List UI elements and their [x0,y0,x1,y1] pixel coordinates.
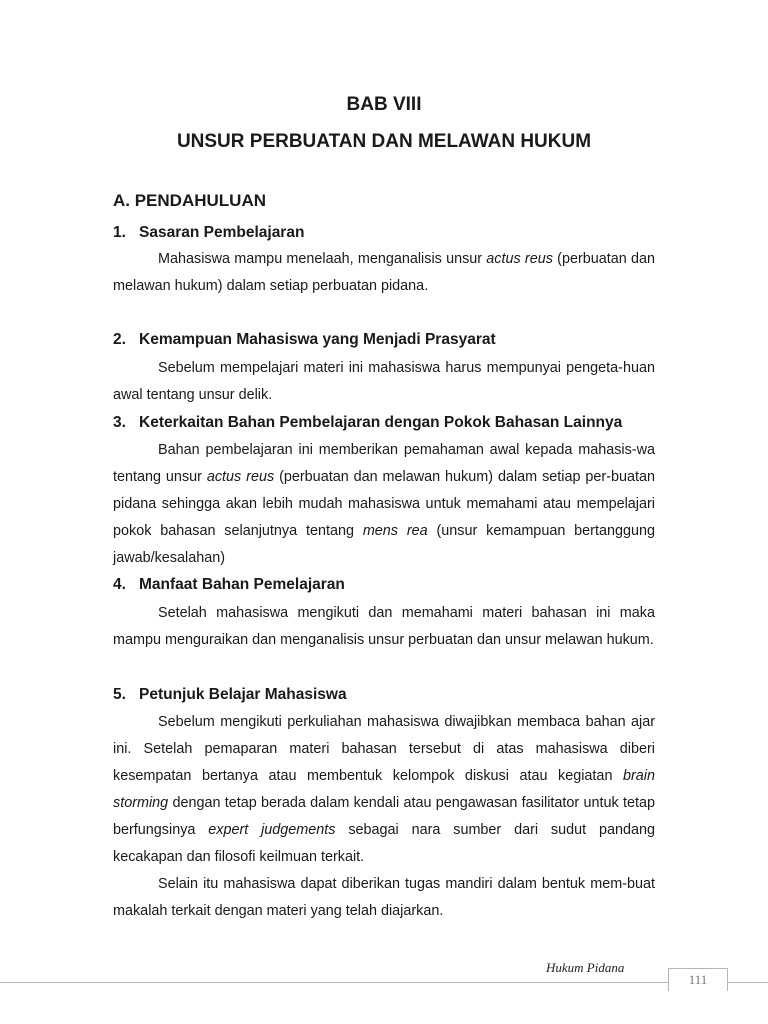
text-run: (unsur kemampuan bertanggung jawab/kesalahan) [113,523,655,566]
paragraph-manfaat: Setelah mahasiswa mengikuti dan memahami materi bahasan ini maka mampu menguraikan dan menganalisis unsur perbuatan dan unsur melawan hukum. [113,605,655,648]
italic-term: actus reus [486,251,553,267]
subsection-number: 5. [113,686,126,703]
paragraph-petunjuk [113,709,655,871]
paragraph-tugas-mandiri: Selain itu mahasiswa dapat diberikan tugas mandiri dalam bentuk mem-buat makalah terkait dengan materi yang telah diajarkan. [113,876,655,919]
subsection-title: Sasaran Pembelajaran [139,224,305,241]
subsection-number: 4. [113,576,126,593]
text-run: Bahan pembelajaran ini memberikan pemahaman awal kepada mahasis-wa tentang unsur [113,442,655,485]
text-run: (perbuatan dan melawan hukum) dalam setiap per-buatan pidana sehingga akan lebih mudah mahasiswa untuk memahami atau mempelajari pokok bahasan selanjutnya tentang [113,469,655,539]
subsection-title: Keterkaitan Bahan Pembelajaran dengan Pokok Bahasan Lainnya [139,414,623,431]
subsection-heading-5 [113,686,347,704]
italic-term: brain storming [113,768,655,811]
text-run: sebagai nara sumber dari sudut pandang kecakapan dan filosofi keilmuan terkait. [113,822,655,865]
chapter-title: UNSUR PERBUATAN DAN MELAWAN HUKUM [176,131,592,152]
footer-divider [0,982,768,983]
section-heading-pendahuluan: A. PENDAHULUAN [113,191,266,210]
subsection-heading-3 [113,414,622,432]
subsection-heading-2 [113,331,496,349]
text-run: dengan tetap berada dalam kendali atau pengawasan fasilitator untuk tetap berfungsinya [113,795,655,838]
paragraph-keterkaitan [113,437,655,572]
page-number: 111 [668,968,728,991]
chapter-number: BAB VIII [346,94,422,115]
paragraph-prasyarat: Sebelum mempelajari materi ini mahasiswa harus mempunyai pengeta-huan awal tentang unsur delik. [113,360,655,403]
paragraph-sasaran [113,246,655,300]
subsection-title: Kemampuan Mahasiswa yang Menjadi Prasyarat [139,331,496,348]
text-run: (perbuatan dan melawan hukum) dalam setiap perbuatan pidana. [113,251,655,294]
italic-term: expert judgements [208,822,336,838]
subsection-number: 2. [113,331,126,348]
subsection-title: Petunjuk Belajar Mahasiswa [139,686,347,703]
italic-term: mens rea [362,523,428,539]
subsection-heading-4 [113,576,345,594]
text-run: Sebelum mengikuti perkuliahan mahasiswa diwajibkan membaca bahan ajar ini. Setelah pemaparan materi bahasan tersebut di atas mahasiswa diberi kesempatan bertanya atau membentuk kelompok diskusi atau kegiatan [113,714,655,784]
subsection-number: 1. [113,224,126,241]
subsection-title: Manfaat Bahan Pemelajaran [139,576,345,593]
subsection-heading-1 [113,224,304,242]
italic-term: actus reus [206,469,275,485]
text-run: Mahasiswa mampu menelaah, menganalisis unsur [158,251,487,267]
subsection-number: 3. [113,414,126,431]
running-footer-title: Hukum Pidana [546,960,625,975]
